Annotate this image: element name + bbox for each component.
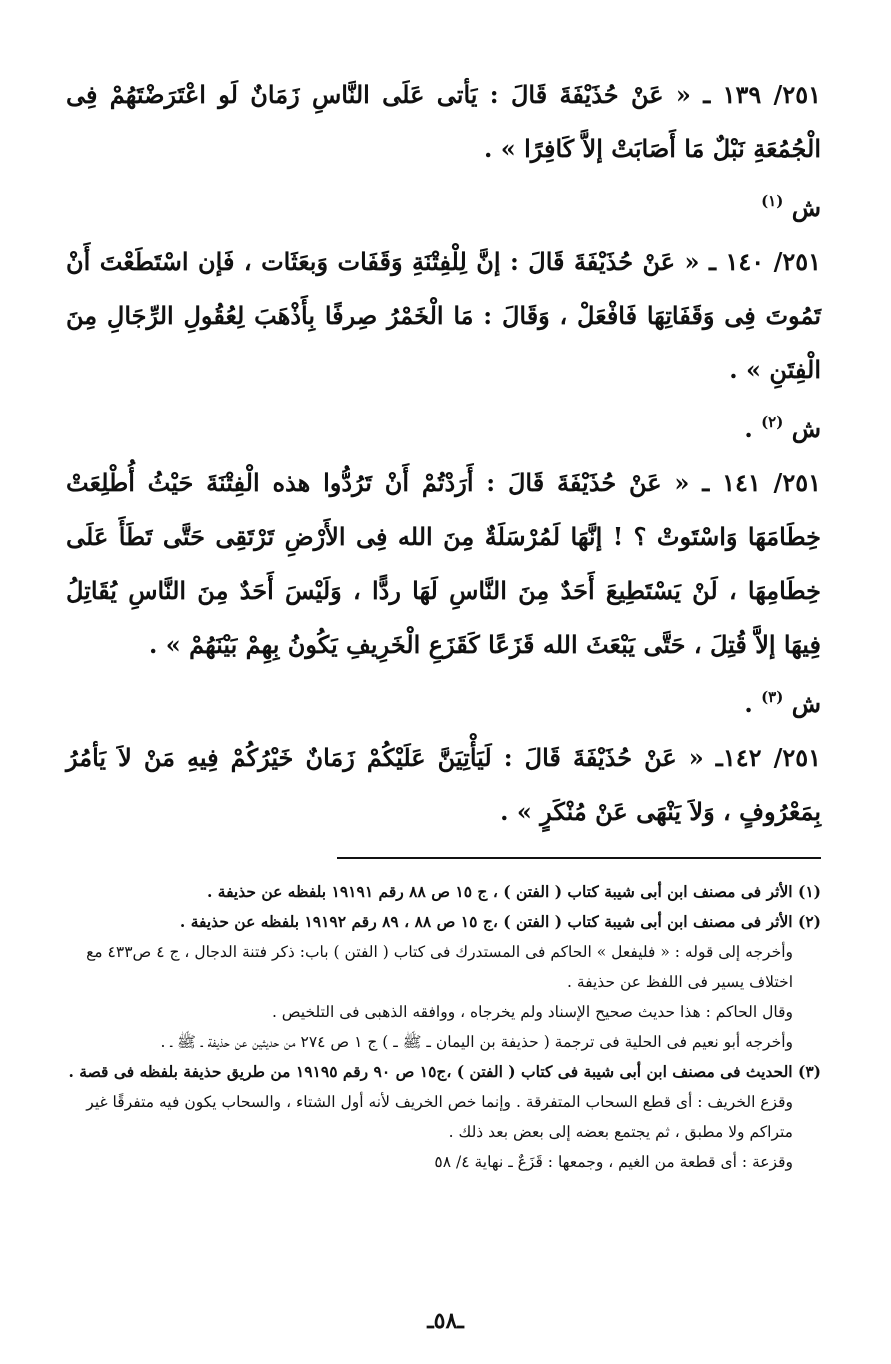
hadith-text: ـ « عَنْ حُذَيْفَةَ قَالَ : أَرَدْتُمْ أَنْ تَرُدُّوا هذه الْفِتْنَةَ حَيْثُ أُطْلِعَتْ خِطَامَهَا وَاسْتَوتْ ؟ ! إنَّهَا لَمُرْسَلَةٌ مِنَ الله فِى الأَرْضِ تَرْتَقِى حَتَّى تَطَأَ عَلَى خِطَامِهَا ، لَنْ يَسْتَطِيعَ أَحَدٌ مِنَ النَّاسِ لَهَا ردًّا ، وَلَيْسَ أَحَدٌ مِنَ النَّاسِ يُقَاتِلُ فِيهَا إلاَّ قُتِلَ ، حَتَّى يَبْعَثَ الله قَزَعًا كَقَزَعِ الْخَرِيفِ يَكُونُ بِهِمْ بَيْنَهُمْ » . xyxy=(66,468,821,659)
footnote-3: (٣) الحديث فى مصنف ابن أبى شيبة فى كتاب ( الفتن ) ،ج١٥ ص ٩٠ رقم ١٩١٩٥ من طريق حذيفة بلفظه فى قصة . xyxy=(68,1062,821,1081)
page-number: ـ٥٨ـ xyxy=(427,1308,464,1334)
hadith-paragraph xyxy=(66,68,821,176)
hadith-text: ـ « عَنْ حُذَيْفَةَ قَالَ : إنَّ لِلْفِتْنَةِ وَقَفَات وَبعَثَات ، فَإن اسْتَطَعْتَ أَنْ تَمُوتَ فِى وَقَفَاتِهَا فَافْعَلْ ، وَقَالَ : مَا الْخَمْرُ صِرفًا بِأَذْهَبَ لِعُقُولِ الرِّجَالِ مِنَ الْفِتَنِ » . xyxy=(66,247,821,384)
sh-line xyxy=(66,397,821,454)
hadith-number: ٢٥١/ ١٤٢ xyxy=(722,743,822,772)
footnote-ref: (١) xyxy=(761,192,784,210)
hadith-paragraph xyxy=(66,235,821,397)
sh-end: . xyxy=(744,689,753,718)
hadith-text: ـ « عَنْ حُذَيْفَةَ قَالَ : يَأتى عَلَى النَّاسِ زَمَانٌ لَو اعْتَرَضْتَهُمْ فِى الْجُمُعَةِ نَبْلٌ مَا أَصَابَتْ إلاَّ كَافِرًا » . xyxy=(66,80,821,163)
hadith-number: ٢٥١/ ١٣٩ xyxy=(722,80,821,109)
sh-line xyxy=(66,176,821,233)
footnote-2: (٢) الأثر فى مصنف ابن أبى شيبة كتاب ( الفتن ) ،ج ١٥ ص ٨٨ ، ٨٩ رقم ١٩١٩٢ بلفظه عن حذيفة . xyxy=(179,912,821,931)
hadith-section xyxy=(66,68,821,839)
footnote-ref: (٣) xyxy=(761,688,784,706)
footnote-2-detail: وأخرجه إلى قوله : « فليفعل » الحاكم فى المستدرك فى كتاب ( الفتن ) باب: ذكر فتنة الدجال ، ج ٤ ص٤٣٣ مع اختلاف يسير فى اللفظ عن حذيفة . xyxy=(86,943,793,991)
footnotes-section xyxy=(66,877,821,1177)
hadith-entry-140 xyxy=(66,235,821,454)
footnote-divider xyxy=(337,857,821,859)
sh-line xyxy=(66,672,821,729)
hadith-number: ٢٥١/ ١٤١ xyxy=(722,468,821,497)
footnote-3-detail: وقزعة : أى قطعة من الغيم ، وجمعها : قَزَعٌ ـ نهاية ٤/ ٥٨ xyxy=(434,1153,793,1171)
hadith-entry-142 xyxy=(66,731,821,839)
footnote-ref: (٢) xyxy=(761,413,784,431)
sh-end: . xyxy=(744,414,753,443)
hadith-number: ٢٥١/ ١٤٠ xyxy=(725,247,822,276)
hadith-paragraph xyxy=(66,456,821,672)
footnote-2-detail: وقال الحاكم : هذا حديث صحيح الإسناد ولم يخرجاه ، ووافقه الذهبى فى التلخيص . xyxy=(271,1003,793,1021)
sh-label: ش xyxy=(791,414,821,443)
sh-label: ش xyxy=(791,193,821,222)
footnote-2-detail: وأخرجه أبو نعيم فى الحلية فى ترجمة ( حذيفة بن اليمان ـ ﷺ ـ ) ج ١ ص ٢٧٤ من حديثين عن حذيفة ـ ﷺ ـ . xyxy=(160,1033,793,1051)
sh-label: ش xyxy=(791,689,821,718)
footnote-1: (١) الأثر فى مصنف ابن أبى شيبة كتاب ( الفتن ) ، ج ١٥ ص ٨٨ رقم ١٩١٩١ بلفظه عن حذيفة . xyxy=(206,882,821,901)
hadith-entry-139 xyxy=(66,68,821,233)
footnote-3-detail: وقزع الخريف : أى قطع السحاب المتفرقة . وإنما خص الخريف لأنه أول الشتاء ، والسحاب يكون فيه متفرقًا غير متراكم ولا مطبق ، ثم يجتمع بعضه إلى بعض بعد ذلك . xyxy=(86,1093,793,1141)
hadith-entry-141 xyxy=(66,456,821,729)
hadith-paragraph xyxy=(66,731,821,839)
hadith-text: ـ « عَنْ حُذَيْفَةَ قَالَ : لَيَأْتِيَنَّ عَلَيْكُمْ زَمَانٌ خَيْرُكُمْ فِيهِ مَنْ لاَ يَأمُرُ بِمَعْرُوفٍ ، وَلاَ يَنْهَى عَنْ مُنْكَرٍ » . xyxy=(66,743,821,826)
